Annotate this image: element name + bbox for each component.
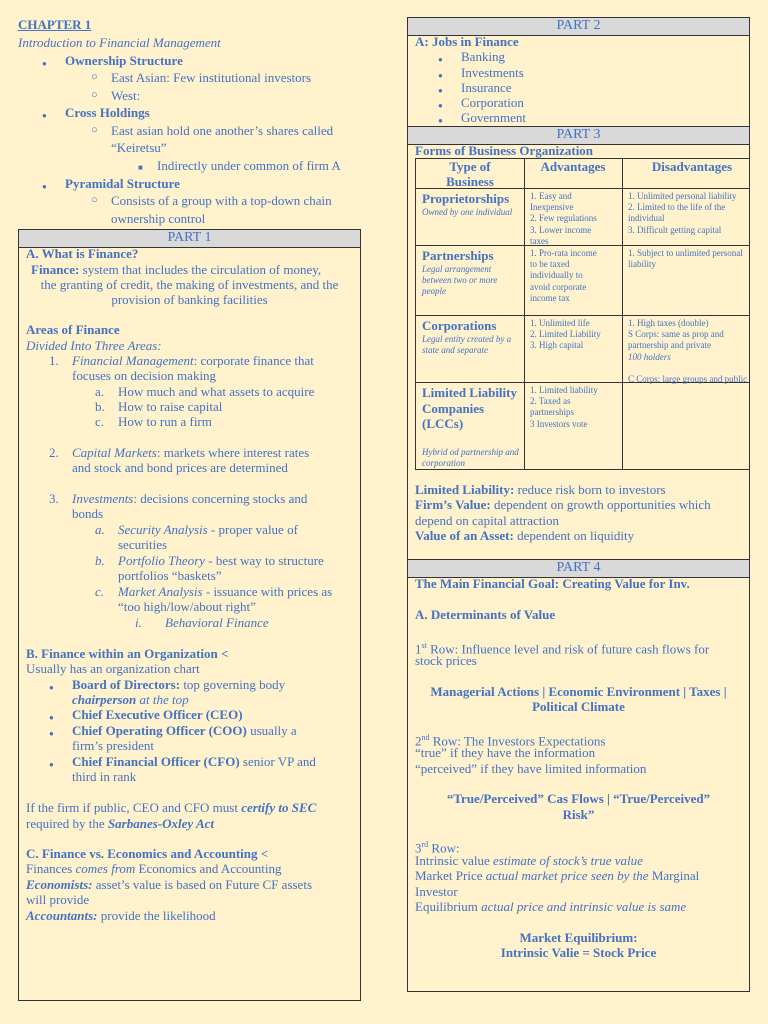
part1-panel bbox=[18, 229, 361, 1001]
llc-desc: Hybrid od partnership and corporation bbox=[422, 447, 519, 468]
market-price-line: Market Price actual market price seen by the Marginal bbox=[415, 868, 700, 883]
job-item: ● Banking bbox=[461, 49, 505, 65]
job-item: ● Investments bbox=[461, 65, 524, 81]
letter-b2: b. bbox=[95, 553, 105, 568]
behavioral-finance: Behavioral Finance bbox=[165, 615, 269, 630]
market-analysis-cont: “too high/low/about right” bbox=[118, 599, 256, 614]
board-of-directors: ● Board of Directors: top governing body bbox=[72, 677, 285, 693]
col-type-header-2: Business bbox=[446, 174, 494, 189]
coo-cont: firm’s president bbox=[72, 738, 154, 753]
equilibrium-line: Equilibrium actual price and intrinsic value is same bbox=[415, 899, 687, 914]
portfolio-theory-cont: portfolios “baskets” bbox=[118, 568, 222, 583]
letter-c2: c. bbox=[95, 584, 105, 599]
row1-cont: stock prices bbox=[415, 653, 477, 668]
jobs-title: A: Jobs in Finance bbox=[415, 34, 519, 49]
ownership-structure: ● Ownership Structure bbox=[65, 53, 183, 69]
part1-header: PART 1 bbox=[19, 230, 360, 248]
partnerships-adv: 1. Pro-rata income to be taxed individually to avoid corporate income tax bbox=[530, 248, 597, 303]
col-adv-header: Advantages bbox=[540, 159, 606, 174]
capital-markets-cont: and stock and bond prices are determined bbox=[72, 460, 288, 475]
cfo-item: ● Chief Financial Officer (CFO) senior VP and bbox=[72, 754, 316, 770]
board-cont: chairperson at the top bbox=[72, 692, 189, 707]
keiretsu-item: ○ East asian hold one another’s shares called bbox=[111, 123, 333, 139]
finance-org-sub: Usually has an organization chart bbox=[26, 661, 200, 676]
row2-true: “true” if they have the information bbox=[415, 745, 596, 760]
what-is-finance-title: A. What is Finance? bbox=[26, 246, 139, 261]
col-dis-header: Disadvantages bbox=[651, 159, 733, 174]
letter-a2: a. bbox=[95, 522, 105, 537]
col-divider bbox=[524, 159, 525, 469]
pyramidal-structure: ● Pyramidal Structure bbox=[65, 176, 180, 192]
sec-line-2: required by the Sarbanes-Oxley Act bbox=[26, 816, 214, 831]
partnerships-desc: Legal arrangement between two or more people bbox=[422, 264, 498, 296]
limited-liability-line: Limited Liability: reduce risk born to investors bbox=[415, 482, 666, 497]
indirectly-item: ■ Indirectly under common of firm A bbox=[157, 158, 341, 174]
num-1: 1. bbox=[49, 353, 59, 368]
market-analysis: Market Analysis - issuance with prices as bbox=[118, 584, 333, 599]
letter-c: c. bbox=[95, 414, 105, 429]
consists-item: ○ Consists of a group with a top-down chain bbox=[111, 193, 332, 209]
east-asian-item: ○ East Asian: Few institutional investors bbox=[111, 70, 311, 86]
firms-value-cont: depend on capital attraction bbox=[415, 513, 560, 528]
cfo-cont: third in rank bbox=[72, 769, 137, 784]
corporations-name: Corporations bbox=[422, 318, 497, 333]
fm-b: How to raise capital bbox=[118, 399, 223, 414]
corporations-desc: Legal entity created by a state and separate bbox=[422, 334, 512, 355]
col-type-header: Type of bbox=[449, 159, 491, 174]
partnerships-name: Partnerships bbox=[422, 248, 494, 263]
letter-b: b. bbox=[95, 399, 105, 414]
ceo-item: ● Chief Executive Officer (CEO) bbox=[72, 707, 243, 723]
proprietorships-name: Proprietorships bbox=[422, 191, 510, 206]
corporations-dis: 1. High taxes (double) S Corps: same as prop and partnership and private 100 holders C Corps: large groups and public bbox=[628, 318, 748, 384]
finance-def-3: provision of banking facilities bbox=[111, 292, 268, 307]
row1-line: 1st Row: Influence level and risk of future cash flows for bbox=[415, 641, 710, 657]
fm-a: How much and what assets to acquire bbox=[118, 384, 315, 399]
market-equilibrium-formula: Intrinsic Valie = Stock Price bbox=[500, 945, 657, 960]
part2-header: PART 2 bbox=[408, 18, 749, 36]
forms-title: Forms of Business Organization bbox=[415, 143, 594, 158]
portfolio-theory: Portfolio Theory - best way to structure bbox=[118, 553, 324, 568]
num-2: 2. bbox=[49, 445, 59, 460]
roman-i: i. bbox=[135, 615, 142, 630]
finance-def-2: the granting of credit, the making of investments, and the bbox=[40, 277, 339, 292]
areas-subtitle: Divided Into Three Areas: bbox=[26, 338, 162, 353]
cross-holdings: ● Cross Holdings bbox=[65, 105, 150, 121]
fin-mgmt-cont: focuses on decision making bbox=[72, 368, 217, 383]
economists-line: Economists: asset’s value is based on Future CF assets bbox=[26, 877, 313, 892]
job-item: ● Corporation bbox=[461, 95, 524, 111]
num-3: 3. bbox=[49, 491, 59, 506]
consists-cont: ownership control bbox=[111, 211, 206, 226]
chapter-subtitle: Introduction to Financial Management bbox=[18, 35, 221, 50]
letter-a: a. bbox=[95, 384, 105, 399]
fin-mgmt: Financial Management: corporate finance that bbox=[72, 353, 314, 368]
proprietorships-desc: Owned by one individual bbox=[422, 207, 513, 217]
partnerships-dis: 1. Subject to unlimited personal liability bbox=[628, 248, 743, 270]
forms-table bbox=[415, 158, 750, 470]
fm-c: How to run a firm bbox=[118, 414, 212, 429]
keiretsu-cont: “Keiretsu” bbox=[111, 140, 167, 155]
proprietorships-dis: 1. Unlimited personal liability 2. Limited to the life of the individual 3. Difficult getting capital bbox=[628, 191, 737, 235]
part3-header: PART 3 bbox=[408, 127, 749, 145]
finance-vs-title: C. Finance vs. Economics and Accounting < bbox=[26, 846, 269, 861]
job-item: ● Insurance bbox=[461, 80, 512, 96]
part3-panel bbox=[407, 126, 750, 560]
security-analysis: Security Analysis - proper value of bbox=[118, 522, 298, 537]
corporations-adv: 1. Unlimited life 2. Limited Liability 3. High capital bbox=[530, 318, 601, 351]
part4-header: PART 4 bbox=[408, 560, 749, 578]
main-goal-title: The Main Financial Goal: Creating Value for Inv. bbox=[415, 576, 690, 591]
investments: Investments: decisions concerning stocks and bbox=[72, 491, 308, 506]
row2-line: 2nd Row: The Investors Expectations bbox=[415, 733, 606, 749]
sec-line-1: If the firm if public, CEO and CFO must certify to SEC bbox=[26, 800, 317, 815]
col-divider bbox=[622, 159, 623, 469]
value-asset-line: Value of an Asset: dependent on liquidity bbox=[415, 528, 635, 543]
west-item: ○ West: bbox=[111, 88, 140, 104]
cashflow-line-2: Risk” bbox=[562, 807, 595, 822]
chapter-title: CHAPTER 1 bbox=[18, 17, 92, 32]
market-equilibrium-title: Market Equilibrium: bbox=[519, 930, 638, 945]
cashflow-line-1: “True/Perceived” Cas Flows | “True/Perceived” bbox=[446, 791, 711, 806]
economists-cont: will provide bbox=[26, 892, 90, 907]
proprietorships-adv: 1. Easy and Inexpensive 2. Few regulations 3. Lower income taxes bbox=[530, 191, 597, 246]
firms-value-line: Firm’s Value: dependent on growth opportunities which bbox=[415, 497, 711, 512]
accountants-line: Accountants: provide the likelihood bbox=[26, 908, 216, 923]
factors-line-1: Managerial Actions | Economic Environment | Taxes | bbox=[430, 684, 727, 699]
security-analysis-cont: securities bbox=[118, 537, 168, 552]
finance-def-1: Finance: system that includes the circulation of money, bbox=[31, 262, 322, 277]
llc-name: Limited Liability Companies (LCCs) bbox=[422, 385, 517, 431]
row3-line: 3rd Row: bbox=[415, 840, 460, 856]
finance-vs-line: Finances comes from Economics and Accounting bbox=[26, 861, 282, 876]
row2-perceived: “perceived” if they have limited information bbox=[415, 761, 647, 776]
part4-panel bbox=[407, 559, 750, 992]
capital-markets: Capital Markets: markets where interest rates bbox=[72, 445, 310, 460]
market-price-cont: Investor bbox=[415, 884, 458, 899]
coo-item: ● Chief Operating Officer (COO) usually a bbox=[72, 723, 297, 739]
determinants-title: A. Determinants of Value bbox=[415, 607, 556, 622]
areas-title: Areas of Finance bbox=[26, 322, 120, 337]
factors-line-2: Political Climate bbox=[532, 699, 625, 714]
intrinsic-value-line: Intrinsic value estimate of stock’s true value bbox=[415, 853, 643, 868]
part2-panel bbox=[407, 17, 750, 127]
investments-cont: bonds bbox=[72, 506, 104, 521]
row-divider bbox=[416, 315, 750, 316]
job-item: ● Government bbox=[461, 110, 526, 126]
llc-adv: 1. Limited liability 2. Taxed as partnerships 3 Investors vote bbox=[530, 385, 598, 429]
finance-org-title: B. Finance within an Organization < bbox=[26, 646, 229, 661]
